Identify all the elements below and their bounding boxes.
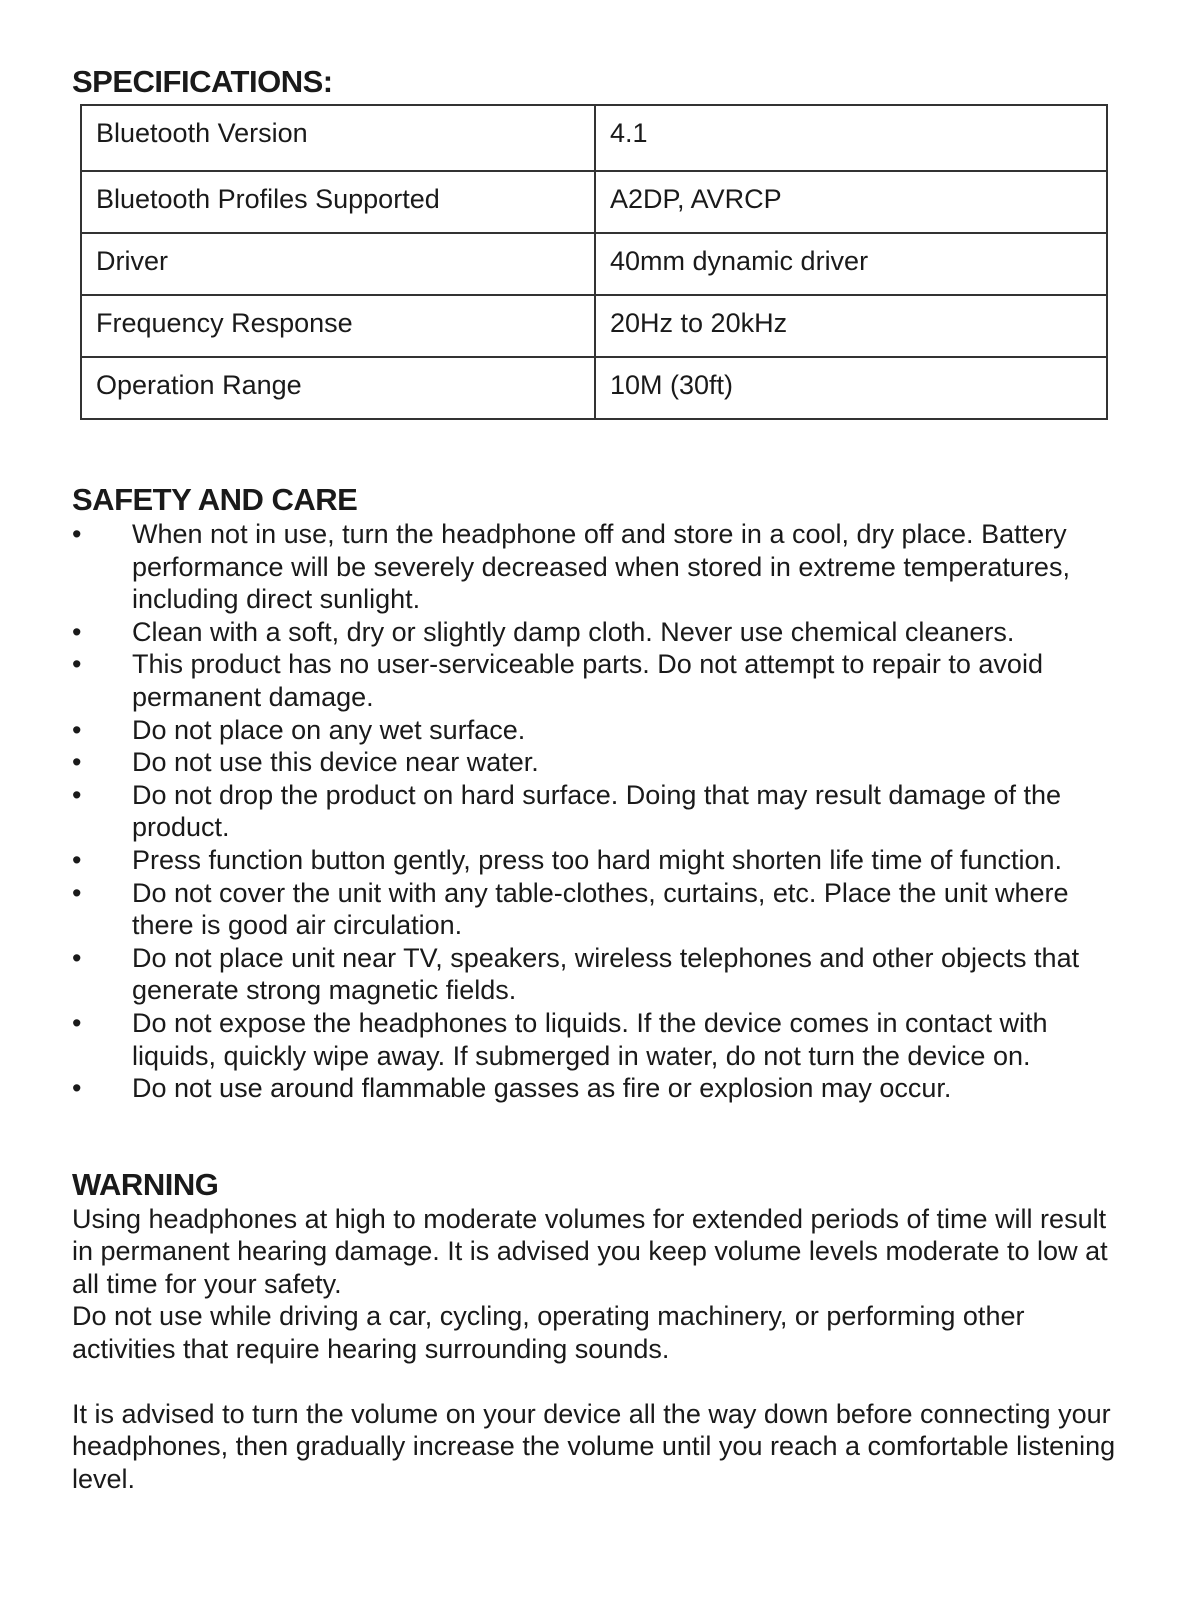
table-row [81,295,1107,357]
list-item [72,518,1122,616]
bullet-icon: • [72,1007,82,1038]
list-item-text: Do not place on any wet surface. [132,714,526,745]
list-item-text: When not in use, turn the headphone off and store in a cool, dry place. Battery performance will be severely decreased when stored in extreme temperatures, including direct sunlight. [132,519,1070,615]
list-item-text: Do not use around flammable gasses as fire or explosion may occur. [132,1073,952,1104]
table-row [81,171,1107,233]
warning-paragraph: It is advised to turn the volume on your device all the way down before connecting your headphones, then gradually increase the volume until you reach a comfortable listening level. [72,1398,1116,1494]
bullet-icon: • [72,779,82,810]
list-item-text: Do not expose the headphones to liquids. If the device comes in contact with liquids, quickly wipe away. If submerged in water, do not turn the device on. [132,1007,1048,1071]
spec-value: 4.1 [595,105,1107,171]
list-item [72,1007,1122,1072]
bullet-icon: • [72,714,82,745]
list-item [72,1072,1122,1105]
list-item-text: Press function button gently, press too hard might shorten life time of function. [132,844,1062,875]
bullet-icon: • [72,747,82,778]
list-item-text: Do not cover the unit with any table-clothes, curtains, etc. Place the unit where there is good air circulation. [132,877,1069,941]
warning-heading: WARNING [72,1166,219,1202]
safety-heading: SAFETY AND CARE [72,482,358,517]
table-row [81,105,1107,171]
list-item [72,714,1122,747]
bullet-icon: • [72,1073,82,1104]
spec-value: 10M (30ft) [595,357,1107,419]
spec-value: 20Hz to 20kHz [595,295,1107,357]
spec-label: Bluetooth Version [81,105,595,171]
table-row [81,357,1107,419]
list-item [72,844,1122,877]
list-item [72,746,1122,779]
spec-value: A2DP, AVRCP [595,171,1107,233]
list-item-text: This product has no user-serviceable parts. Do not attempt to repair to avoid permanent damage. [132,649,1043,712]
bullet-icon: • [72,877,82,908]
spec-label: Operation Range [81,357,595,419]
list-item [72,942,1122,1007]
warning-paragraph: Do not use while driving a car, cycling, operating machinery, or performing other activities that require hearing surrounding sounds. [72,1301,1025,1365]
table-row [81,233,1107,295]
manual-page [72,64,1122,1495]
warning-paragraph: Using headphones at high to moderate volumes for extended periods of time will result in permanent hearing damage. It is advised you keep volume levels moderate to low at all time for your safety. [72,1203,1108,1299]
list-item [72,779,1122,844]
list-item-text: Do not drop the product on hard surface. Doing that may result damage of the product. [132,779,1062,843]
list-item-text: Do not place unit near TV, speakers, wireless telephones and other objects that generate strong magnetic fields. [132,942,1080,1006]
bullet-icon: • [72,616,82,647]
specifications-table [80,104,1108,420]
safety-list [72,518,1122,1105]
bullet-icon: • [72,519,82,549]
bullet-icon: • [72,649,82,680]
spec-value: 40mm dynamic driver [595,233,1107,295]
bullet-icon: • [72,942,82,973]
list-item [72,877,1122,942]
list-item-text: Do not use this device near water. [132,747,539,778]
bullet-icon: • [72,844,82,875]
list-item [72,616,1122,649]
warning-body [72,1203,1122,1496]
list-item [72,648,1122,713]
spec-label: Driver [81,233,595,295]
specifications-heading: SPECIFICATIONS: [72,64,333,99]
spec-label: Frequency Response [81,295,595,357]
list-item-text: Clean with a soft, dry or slightly damp cloth. Never use chemical cleaners. [132,616,1015,647]
spec-label: Bluetooth Profiles Supported [81,171,595,233]
